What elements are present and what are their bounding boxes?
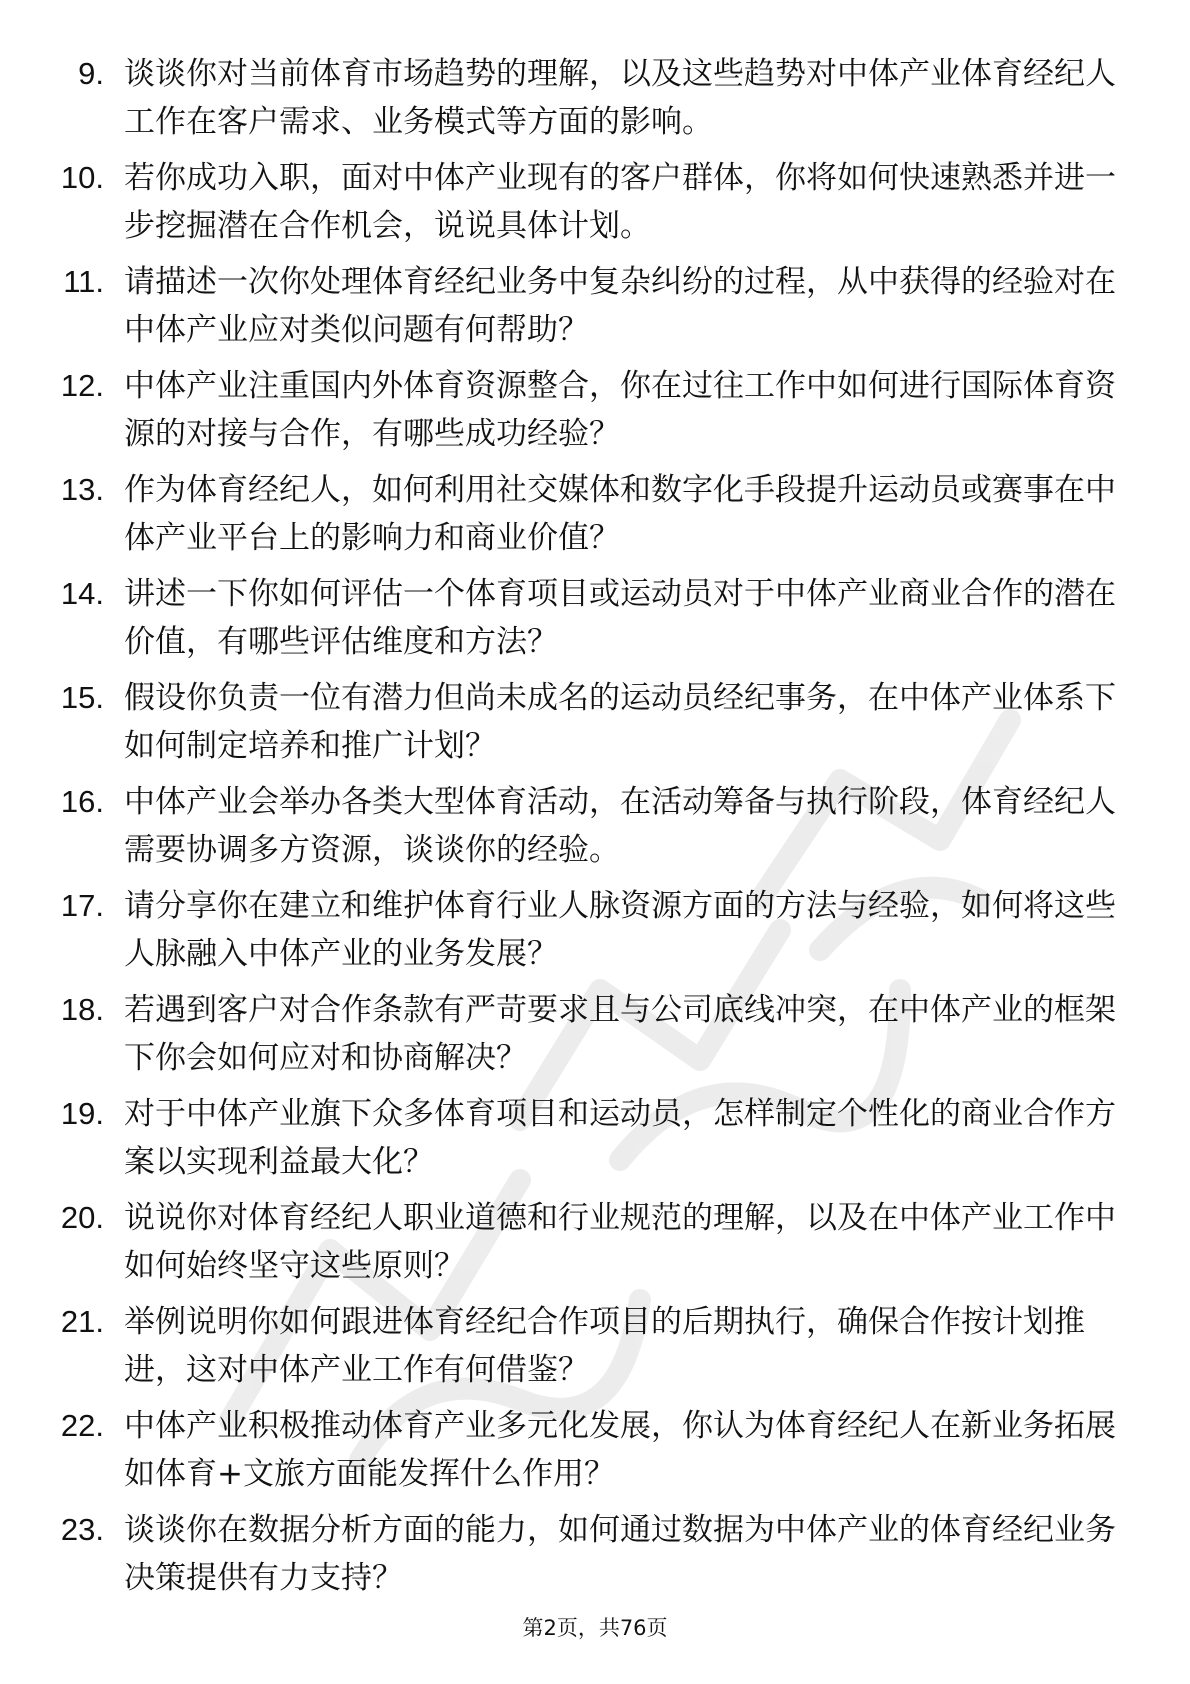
question-item — [0, 1402, 1190, 1506]
question-text: 说说你对体育经纪人职业道德和行业规范的理解，以及在中体产业工作中如何始终坚守这些原则？ — [124, 1200, 1116, 1284]
question-item — [0, 570, 1190, 674]
question-text: 作为体育经纪人，如何利用社交媒体和数字化手段提升运动员或赛事在中体产业平台上的影响力和商业价值？ — [124, 472, 1116, 556]
question-item — [0, 674, 1190, 778]
question-text: 若你成功入职，面对中体产业现有的客户群体，你将如何快速熟悉并进一步挖掘潜在合作机会，说说具体计划。 — [124, 160, 1116, 244]
question-text: 请描述一次你处理体育经纪业务中复杂纠纷的过程，从中获得的经验对在中体产业应对类似问题有何帮助？ — [124, 264, 1116, 348]
question-number: 14. — [60, 576, 104, 611]
question-number: 15. — [60, 680, 104, 715]
question-text: 中体产业积极推动体育产业多元化发展，你认为体育经纪人在新业务拓展如体育+文旅方面能发挥什么作用？ — [124, 1408, 1116, 1492]
question-number: 12. — [60, 368, 104, 403]
question-text: 举例说明你如何跟进体育经纪合作项目的后期执行，确保合作按计划推进，这对中体产业工作有何借鉴？ — [124, 1304, 1085, 1388]
question-number: 10. — [60, 160, 104, 195]
question-number: 11. — [63, 264, 104, 299]
question-item — [0, 466, 1190, 570]
question-text: 谈谈你在数据分析方面的能力，如何通过数据为中体产业的体育经纪业务决策提供有力支持？ — [124, 1512, 1116, 1596]
question-item — [0, 1298, 1190, 1402]
question-text: 谈谈你对当前体育市场趋势的理解，以及这些趋势对中体产业体育经纪人工作在客户需求、业务模式等方面的影响。 — [124, 56, 1116, 140]
question-item — [0, 362, 1190, 466]
question-item — [0, 1506, 1190, 1610]
question-number: 21. — [60, 1304, 104, 1339]
question-item — [0, 1090, 1190, 1194]
question-number: 19. — [60, 1096, 104, 1131]
question-item — [0, 778, 1190, 882]
question-item — [0, 154, 1190, 258]
question-number: 16. — [60, 784, 104, 819]
question-text: 中体产业注重国内外体育资源整合，你在过往工作中如何进行国际体育资源的对接与合作，有哪些成功经验？ — [124, 368, 1116, 452]
question-list — [0, 50, 1190, 1610]
question-item — [0, 1194, 1190, 1298]
question-item — [0, 986, 1190, 1090]
question-item — [0, 882, 1190, 986]
question-text: 假设你负责一位有潜力但尚未成名的运动员经纪事务，在中体产业体系下如何制定培养和推广计划？ — [124, 680, 1116, 764]
question-text: 若遇到客户对合作条款有严苛要求且与公司底线冲突，在中体产业的框架下你会如何应对和协商解决？ — [124, 992, 1116, 1076]
page-number-footer: 第2页，共76页 — [522, 1616, 668, 1640]
question-number: 22. — [60, 1408, 104, 1443]
question-item — [0, 50, 1190, 154]
question-text: 请分享你在建立和维护体育行业人脉资源方面的方法与经验，如何将这些人脉融入中体产业的业务发展？ — [124, 888, 1116, 972]
question-number: 23. — [60, 1512, 104, 1547]
question-number: 18. — [60, 992, 104, 1027]
question-number: 9. — [78, 56, 104, 91]
question-item — [0, 258, 1190, 362]
question-text: 中体产业会举办各类大型体育活动，在活动筹备与执行阶段，体育经纪人需要协调多方资源，谈谈你的经验。 — [124, 784, 1116, 868]
question-number: 17. — [60, 888, 104, 923]
question-number: 20. — [60, 1200, 104, 1235]
question-text: 讲述一下你如何评估一个体育项目或运动员对于中体产业商业合作的潜在价值，有哪些评估维度和方法？ — [124, 576, 1116, 660]
question-text: 对于中体产业旗下众多体育项目和运动员，怎样制定个性化的商业合作方案以实现利益最大化？ — [124, 1096, 1116, 1180]
question-number: 13. — [60, 472, 104, 507]
